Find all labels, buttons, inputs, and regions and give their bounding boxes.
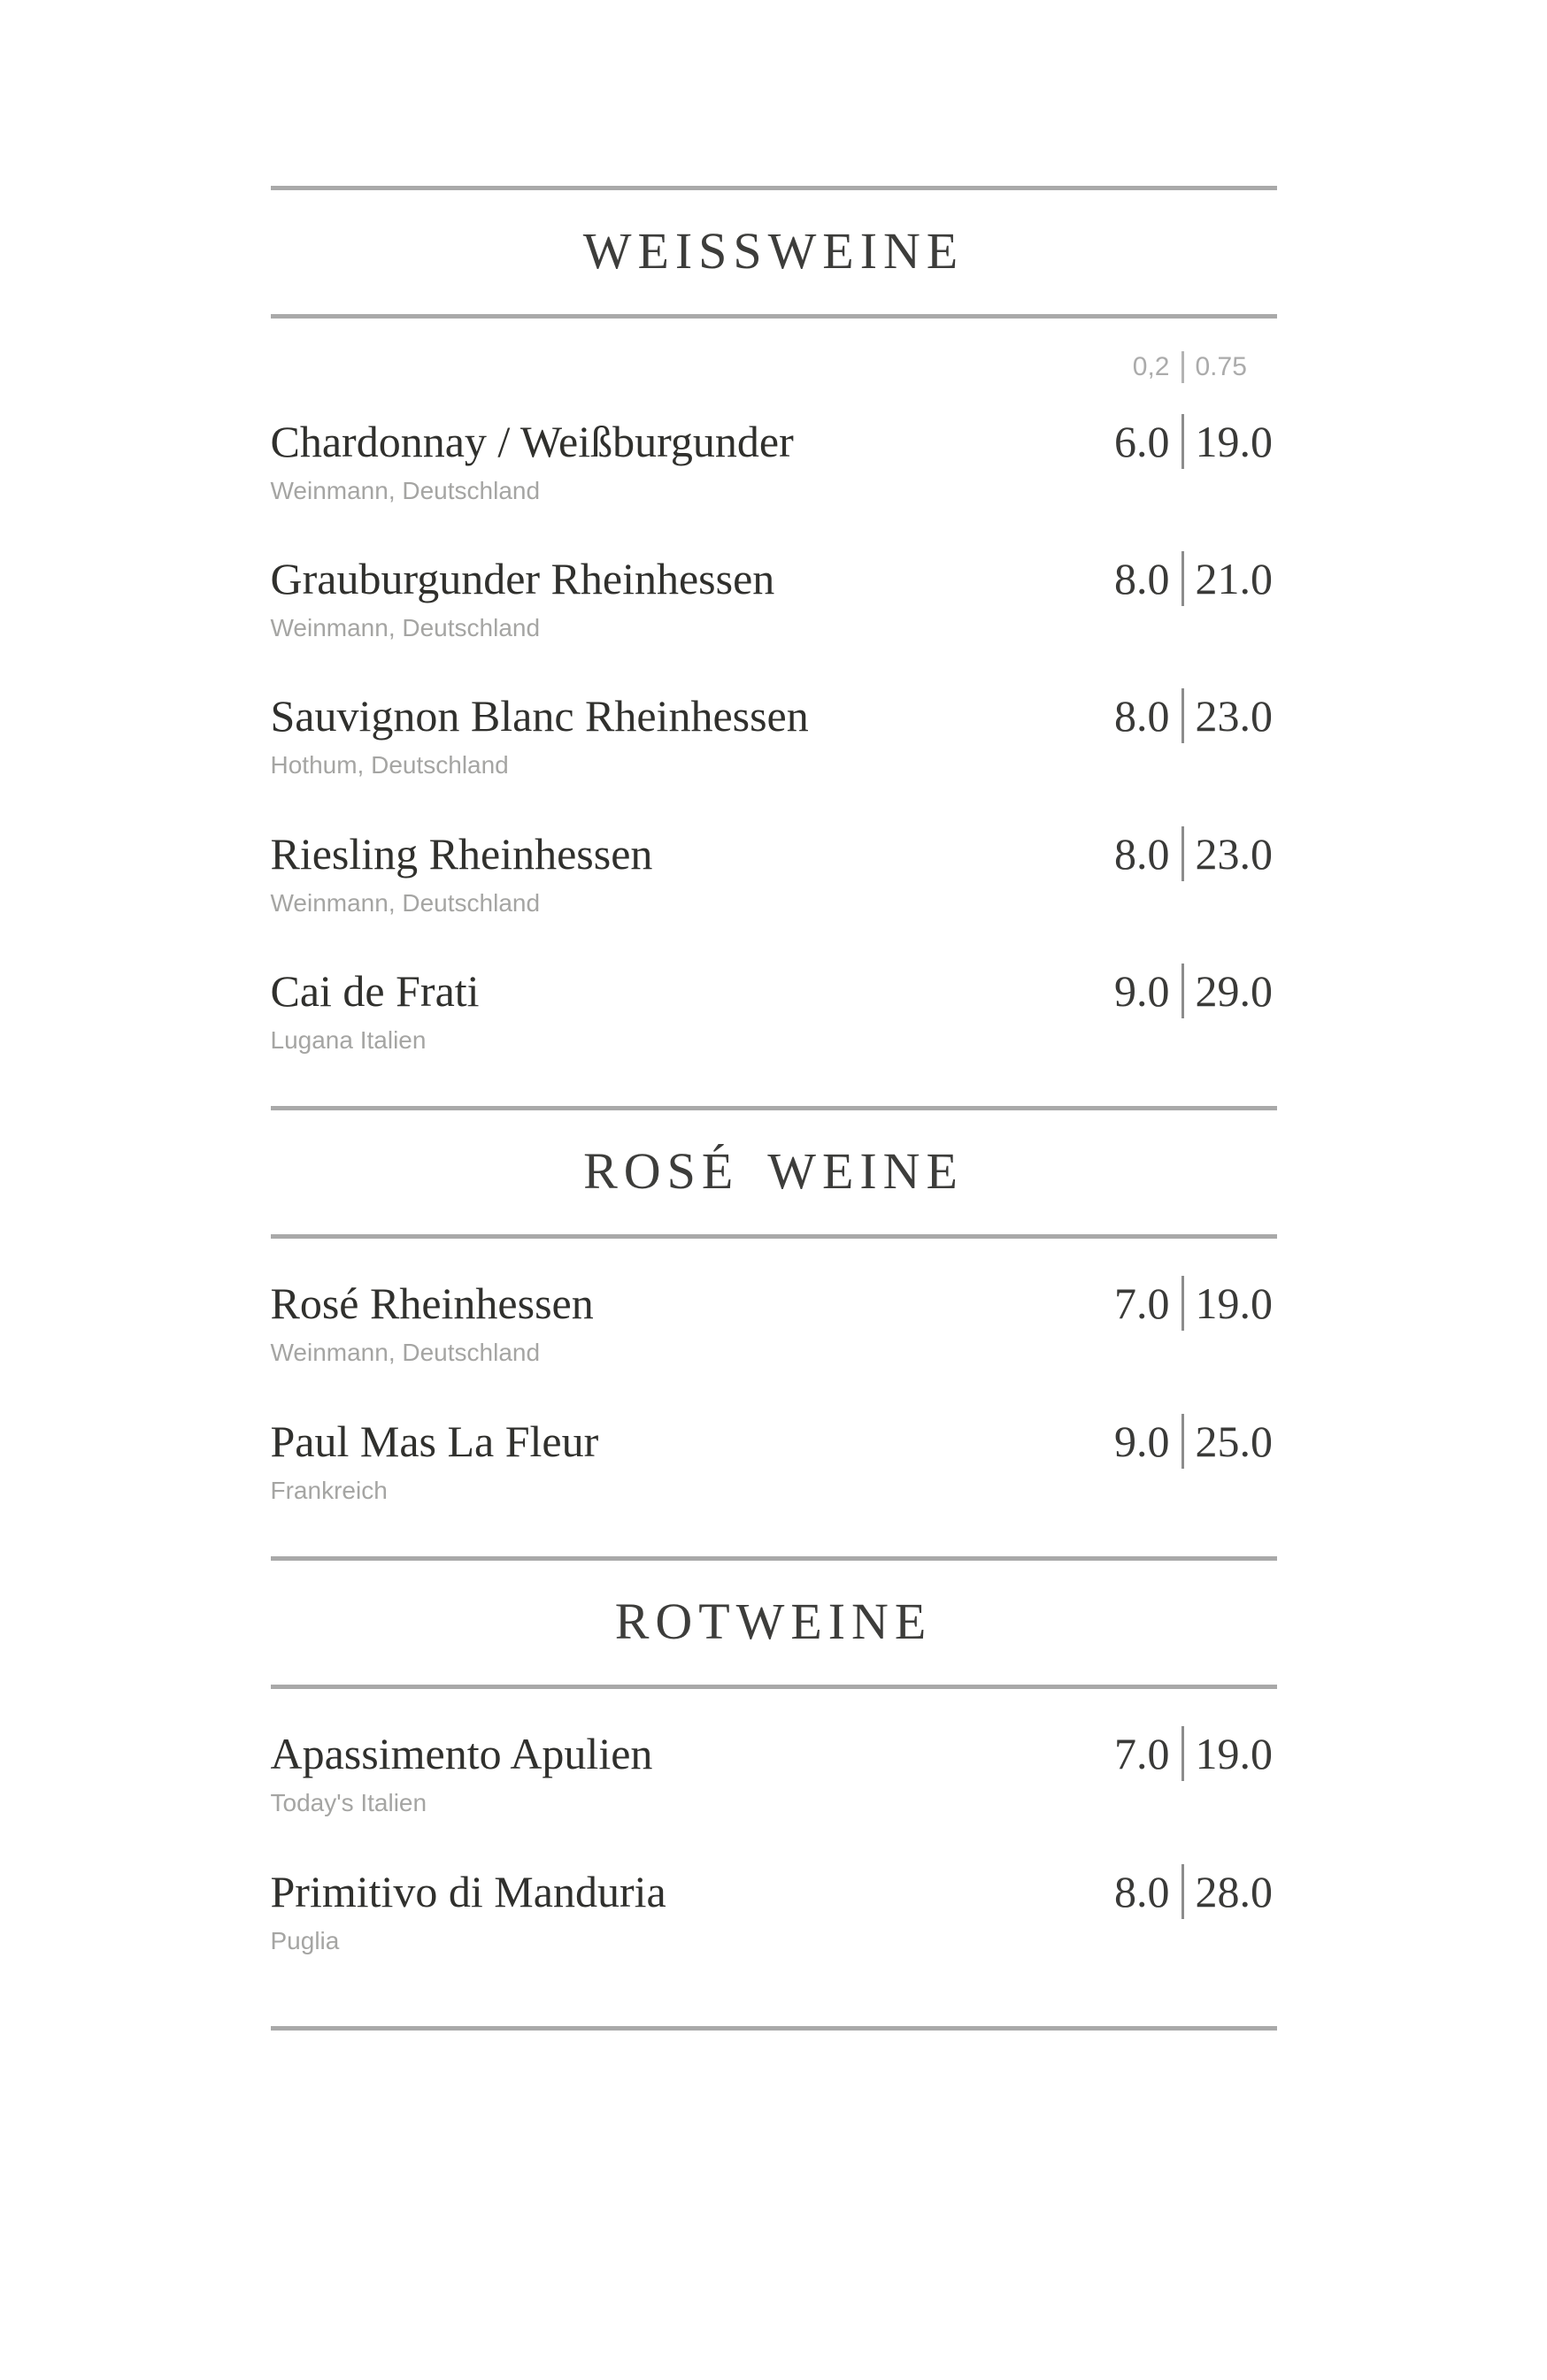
wine-origin: Lugana Italien <box>270 1026 427 1055</box>
section-title-rose-weine: ROSÉ WEINE <box>583 1142 964 1201</box>
wine-name: Grauburgunder Rheinhessen <box>270 553 775 603</box>
wine-prices <box>1096 553 1277 604</box>
wine-origin: Weinmann, Deutschland <box>270 476 541 504</box>
price-divider <box>1181 1864 1184 1919</box>
glass-price: 8.0 <box>1114 553 1170 603</box>
wine-info <box>271 828 653 919</box>
wine-item <box>271 1866 1277 1957</box>
price-divider <box>1181 1276 1184 1331</box>
wine-prices <box>1096 1866 1277 1917</box>
closing-rule <box>271 2026 1277 2031</box>
wine-menu <box>271 186 1277 2031</box>
wine-info <box>271 965 480 1056</box>
section-rose-weine <box>271 1106 1277 1507</box>
section-weissweine <box>271 186 1277 1056</box>
glass-price: 8.0 <box>1114 691 1170 741</box>
wine-info <box>271 1416 599 1507</box>
bottle-price: 19.0 <box>1195 416 1273 466</box>
wine-info <box>271 1728 653 1819</box>
section-rotweine <box>271 1556 1277 1957</box>
wine-info <box>271 1278 594 1369</box>
bottle-price: 19.0 <box>1195 1729 1273 1779</box>
wine-name: Apassimento Apulien <box>270 1729 653 1779</box>
wine-info <box>271 416 794 507</box>
wine-list <box>271 416 1277 1057</box>
section-bottom-rule <box>271 1234 1277 1239</box>
wine-list <box>271 1728 1277 1957</box>
price-divider <box>1181 688 1184 743</box>
price-divider <box>1181 1726 1184 1781</box>
wine-prices <box>1096 828 1277 879</box>
bottle-price: 19.0 <box>1195 1278 1273 1329</box>
wine-prices <box>1096 690 1277 741</box>
price-divider <box>1181 414 1184 469</box>
wine-origin: Weinmann, Deutschland <box>270 613 541 641</box>
price-divider <box>1181 826 1184 881</box>
wine-item <box>271 690 1277 781</box>
glass-price: 9.0 <box>1114 1416 1170 1466</box>
serving-size-glass: 0,2 <box>1132 352 1170 381</box>
wine-origin: Frankreich <box>270 1476 388 1504</box>
wine-prices <box>1096 1416 1277 1467</box>
wine-name: Paul Mas La Fleur <box>270 1416 599 1466</box>
wine-name: Rosé Rheinhessen <box>270 1278 594 1329</box>
section-title-rotweine: ROTWEINE <box>614 1593 933 1651</box>
wine-item <box>271 828 1277 919</box>
wine-origin: Hothum, Deutschland <box>270 751 509 779</box>
section-bottom-rule <box>271 1685 1277 1689</box>
glass-price: 9.0 <box>1114 966 1170 1017</box>
wine-info <box>271 1866 666 1957</box>
bottle-price: 28.0 <box>1195 1866 1273 1916</box>
wine-info <box>271 690 809 781</box>
section-title-weissweine: WEISSWEINE <box>582 222 965 280</box>
wine-prices <box>1096 965 1277 1017</box>
wine-item <box>271 553 1277 644</box>
wine-prices <box>1096 416 1277 467</box>
bottle-price: 21.0 <box>1195 553 1273 603</box>
wine-name: Primitivo di Manduria <box>270 1866 666 1916</box>
glass-price: 7.0 <box>1114 1729 1170 1779</box>
glass-price: 6.0 <box>1114 416 1170 466</box>
bottle-price: 29.0 <box>1195 966 1273 1017</box>
price-divider <box>1181 1414 1184 1469</box>
wine-origin: Today's Italien <box>270 1789 427 1817</box>
wine-origin: Puglia <box>270 1926 340 1954</box>
serving-size-bottle: 0.75 <box>1195 352 1247 381</box>
wine-item <box>271 965 1277 1056</box>
bottle-price: 25.0 <box>1195 1416 1273 1466</box>
section-bottom-rule <box>271 314 1277 319</box>
glass-price: 7.0 <box>1114 1278 1170 1329</box>
wine-prices <box>1096 1278 1277 1329</box>
wine-item <box>271 1416 1277 1507</box>
glass-price: 8.0 <box>1114 828 1170 879</box>
bottle-price: 23.0 <box>1195 828 1273 879</box>
wine-origin: Weinmann, Deutschland <box>270 888 541 917</box>
wine-name: Riesling Rheinhessen <box>270 828 653 879</box>
wine-name: Sauvignon Blanc Rheinhessen <box>270 691 809 741</box>
wine-item <box>271 1728 1277 1819</box>
wine-origin: Weinmann, Deutschland <box>270 1339 541 1367</box>
wine-name: Cai de Frati <box>270 966 480 1017</box>
wine-name: Chardonnay / Weißburgunder <box>270 416 794 466</box>
wine-prices <box>1096 1728 1277 1779</box>
wine-info <box>271 553 775 644</box>
wine-item <box>271 416 1277 507</box>
price-divider <box>1181 551 1184 606</box>
bottle-price: 23.0 <box>1195 691 1273 741</box>
wine-list <box>271 1278 1277 1507</box>
serving-size-header <box>271 350 1277 384</box>
wine-item <box>271 1278 1277 1369</box>
glass-price: 8.0 <box>1114 1866 1170 1916</box>
price-divider <box>1181 964 1184 1018</box>
serving-size-divider <box>1181 351 1184 383</box>
